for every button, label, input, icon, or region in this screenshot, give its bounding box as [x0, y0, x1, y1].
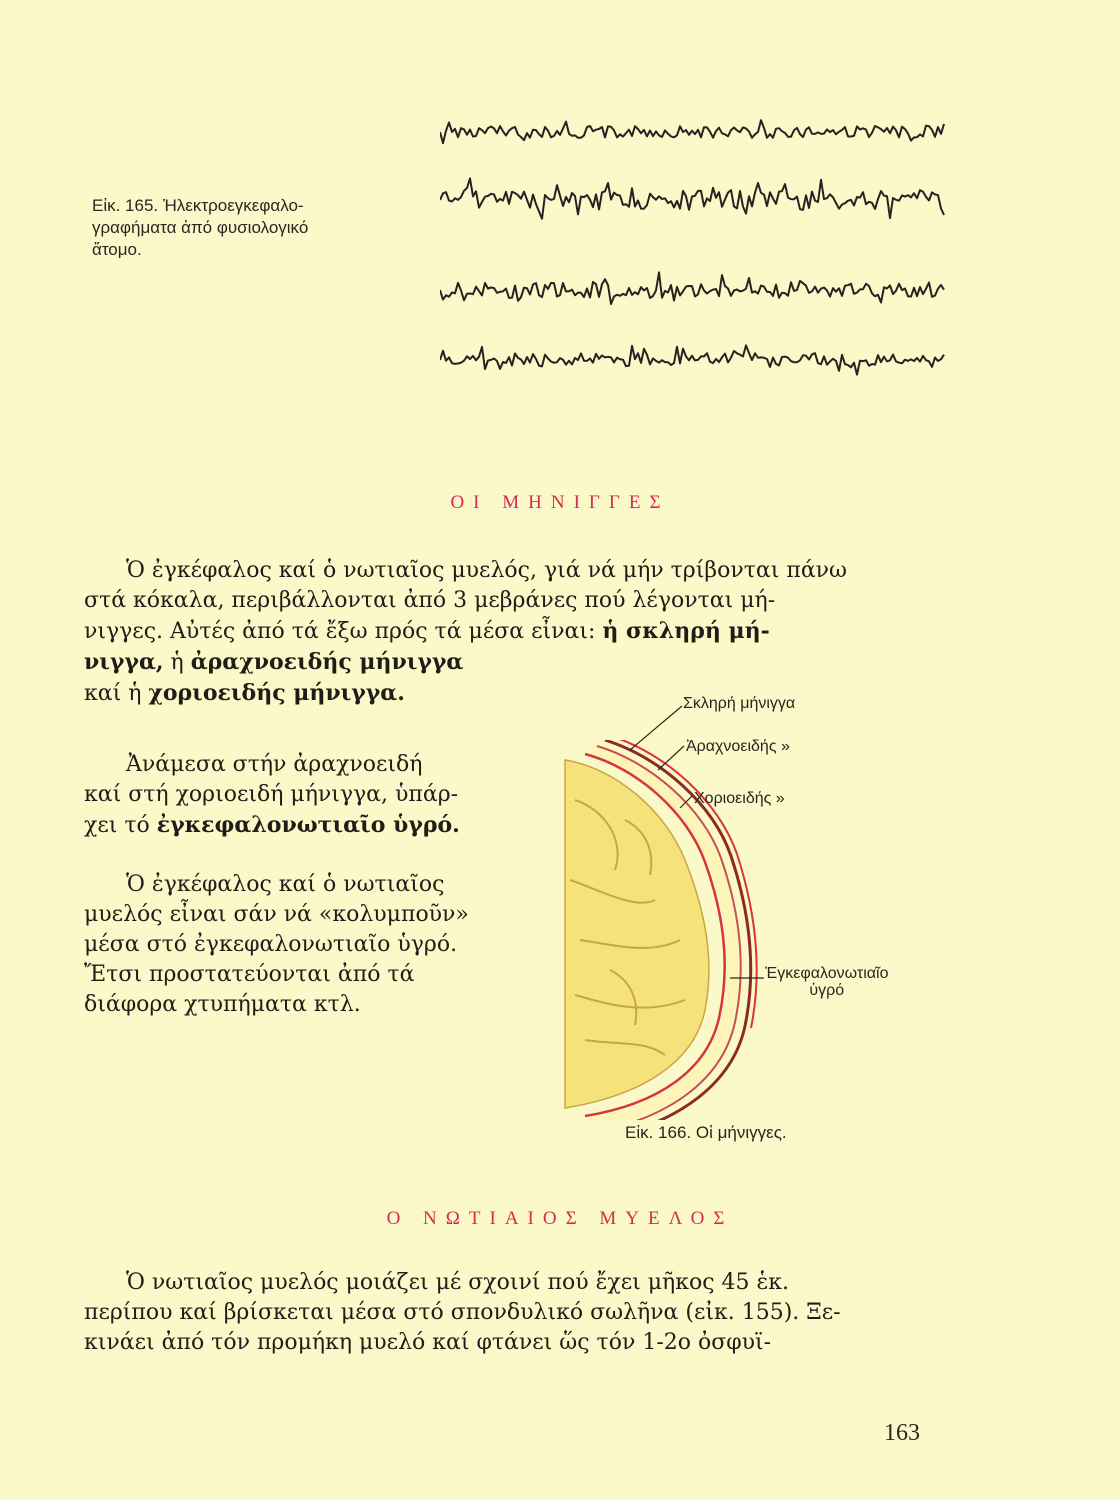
text-line	[84, 647, 964, 678]
text-line: κινάει ἀπό τόν προμήκη μυελό καί φτάνει ὥς τόν 1-2ο ὀσφυϊ-	[84, 1330, 772, 1355]
text-line: στά κόκαλα, περιβάλλονται ἀπό 3 μεβράνες πού λέγονται μή-	[84, 588, 776, 613]
text-span: ἡ	[170, 650, 184, 675]
paragraph-floating	[84, 870, 544, 1020]
eeg-traces	[440, 110, 950, 390]
text-line: μέσα στό ἐγκεφαλονωτιαῖο ὑγρό.	[84, 932, 458, 957]
label-line: Ἐγκεφαλονωτιαῖο	[765, 965, 889, 982]
leader-pia	[680, 796, 692, 808]
text-line	[84, 616, 964, 647]
text-line: Ὁ νωτιαῖος μυελός μοιάζει μέ σχοινί πού ἔχει μῆκος 45 ἑκ.	[126, 1270, 790, 1295]
label-csf	[765, 965, 889, 999]
leader-arachnoid	[658, 746, 684, 770]
term-pia: χοριοειδής μήνιγγα.	[148, 680, 405, 706]
figure-165-caption	[92, 195, 412, 261]
paragraph-meninges-intro	[84, 556, 964, 709]
eeg-trace-3	[440, 272, 944, 304]
caption-line: Εἰκ. 165. Ἠλεκτροεγκεφαλο-	[92, 196, 304, 215]
caption-line: ἄτομο.	[92, 240, 142, 260]
term-dura-cont: νιγγα,	[84, 649, 164, 675]
paragraph-spinal-cord	[84, 1268, 964, 1358]
text-line: Ὁ ἐγκέφαλος καί ὁ νωτιαῖος μυελός, γιά νά μήν τρίβονται πάνω	[126, 558, 847, 583]
text-line: Ἔτσι προστατεύονται ἀπό τά	[84, 962, 415, 987]
label-leader-lines	[600, 690, 800, 990]
section-title-meninges: ΟΙ ΜΗΝΙΓΓΕΣ	[450, 492, 670, 513]
label-pia-mater: Χοριοειδής »	[694, 790, 785, 807]
text-line: καί στή χοριοειδή μήνιγγα, ὑπάρ-	[84, 782, 459, 807]
term-arachnoid: ἀραχνοειδής μήνιγγα	[190, 649, 464, 675]
section-title-spinal-cord: Ο ΝΩΤΙΑΙΟΣ ΜΥΕΛΟΣ	[386, 1208, 734, 1229]
text-line: Ὁ ἐγκέφαλος καί ὁ νωτιαῖος	[126, 872, 445, 897]
text-line: περίπου καί βρίσκεται μέσα στό σπονδυλικό σωλῆνα (εἰκ. 155). Ξε-	[84, 1300, 841, 1325]
label-arachnoid-mater: Ἀραχνοειδής »	[686, 738, 790, 755]
figure-166-caption: Εἰκ. 166. Οἱ μήνιγγες.	[625, 1123, 787, 1142]
caption-line: γραφήματα ἀπό φυσιολογικό	[92, 218, 309, 238]
text-span: χει τό	[84, 813, 150, 838]
label-dura-mater: Σκληρή μήνιγγα	[683, 695, 796, 712]
text-line	[84, 678, 964, 709]
text-span: νιγγες. Αὐτές ἀπό τά ἔξω πρός τά μέσα εἶναι:	[84, 619, 596, 644]
term-csf: ἐγκεφαλονωτιαῖο ὑγρό.	[156, 812, 460, 838]
text-line: Ἀνάμεσα στήν ἀραχνοειδή	[126, 752, 423, 777]
text-span: καί ἡ	[84, 681, 142, 706]
text-line: διάφορα χτυπήματα κτλ.	[84, 992, 361, 1017]
page-number: 163	[884, 1420, 920, 1446]
leader-dura	[630, 706, 682, 750]
eeg-trace-2	[440, 178, 944, 218]
paragraph-csf	[84, 750, 544, 841]
text-line: μυελός εἶναι σάν νά «κολυμποῦν»	[84, 902, 469, 927]
eeg-trace-4	[440, 345, 944, 374]
term-dura: ἡ σκληρή μή-	[602, 618, 770, 644]
text-line	[84, 810, 544, 841]
eeg-trace-1	[440, 120, 944, 143]
label-line: ὑγρό	[809, 982, 845, 999]
